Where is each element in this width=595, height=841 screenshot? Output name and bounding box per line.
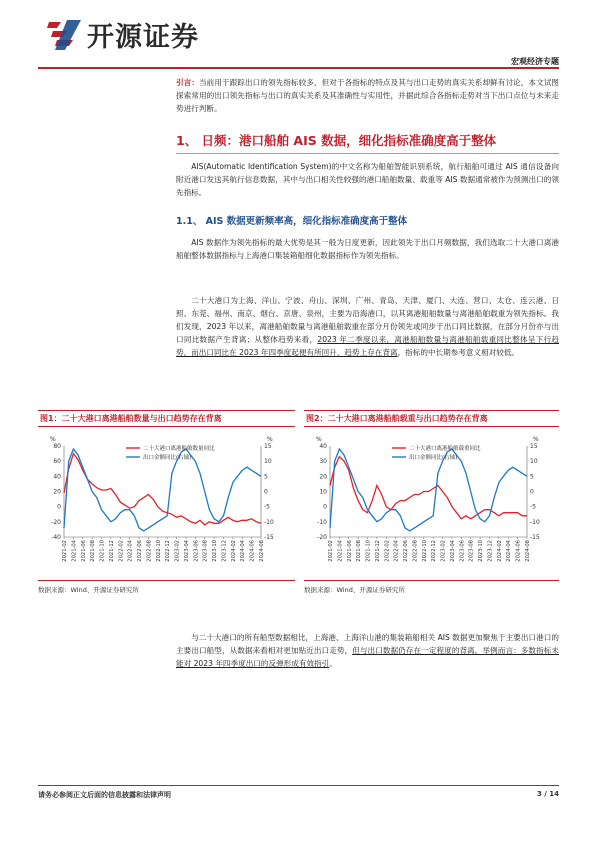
section-1-1-paragraph-3 — [176, 631, 559, 670]
brand-logo — [47, 15, 199, 54]
x-tick-label: 2021-06 — [346, 540, 353, 562]
figure-1-svg — [38, 432, 295, 577]
section-1-heading: 1、 日频：港口船舶 AIS 数据，细化指标准确度高于整体 — [176, 133, 497, 148]
x-tick-label: 2022-02 — [118, 540, 125, 562]
right-tick-label: -10 — [264, 518, 274, 526]
intro-label: 引言 — [176, 78, 192, 87]
intro-colon: ： — [191, 78, 199, 87]
p2-text-underlined: 2023 年二季度以来，离港船舶数量与离港船舶载重同比整体呈下行趋势，而出口同比在 2023 年四季度起便有所回升，趋势上存在背离 — [176, 335, 559, 357]
legend-label-2: 出口金额同比(右轴) — [409, 455, 458, 461]
x-tick-label: 2023-04 — [183, 540, 190, 562]
left-tick-label: -20 — [51, 518, 61, 526]
p3-text-c: 。 — [329, 659, 337, 668]
right-tick-label: 5 — [264, 473, 268, 481]
x-tick-label: 2022-04 — [127, 540, 134, 562]
left-axis-unit: % — [50, 436, 56, 443]
section-1-rule — [176, 153, 559, 154]
x-tick-label: 2022-10 — [421, 540, 428, 562]
brand-mark-icon — [47, 18, 83, 52]
section-1-1-paragraph-2 — [176, 294, 559, 359]
section-1-paragraph: AIS(Automatic Identification System)的中文名称为船舶智能识别系统，航行船舶可通过 AIS 通信设备向附近港口发送其航行信息数据，其中与出口相关性较强的港口船舶数量、载重等 AIS 数据通常被作为预测出口的领先指标。 — [176, 162, 559, 197]
x-tick-label: 2023-06 — [193, 540, 200, 562]
x-tick-label: 2021-10 — [365, 540, 372, 562]
x-tick-label: 2023-06 — [459, 540, 466, 562]
series-line-2 — [330, 449, 527, 531]
x-tick-label: 2022-06 — [137, 540, 144, 562]
right-tick-label: -5 — [264, 503, 270, 511]
x-tick-label: 2024-04 — [240, 540, 247, 562]
x-tick-label: 2021-10 — [99, 540, 106, 562]
left-tick-label: 0 — [323, 503, 327, 511]
x-tick-label: 2021-04 — [71, 540, 78, 562]
x-tick-label: 2023-12 — [221, 540, 228, 562]
x-tick-label: 2021-08 — [356, 540, 363, 562]
x-tick-label: 2021-02 — [328, 540, 334, 562]
left-tick-label: -20 — [317, 534, 327, 541]
left-axis-unit: % — [316, 436, 322, 443]
x-tick-label: 2022-04 — [393, 540, 400, 562]
figure-2-svg — [304, 432, 561, 577]
left-tick-label: 0 — [57, 503, 61, 511]
x-tick-label: 2023-10 — [478, 540, 485, 562]
right-axis-unit: % — [267, 436, 273, 443]
left-tick-label: 30 — [319, 458, 327, 466]
figure-2-bottom-rule — [304, 580, 559, 581]
x-tick-label: 2021-04 — [337, 540, 344, 562]
right-tick-label: 0 — [530, 488, 534, 496]
x-tick-label: 2024-06 — [249, 540, 256, 562]
figure-2-title: 图2：二十大港口离港船舶载重与出口趋势存在背离 — [304, 410, 559, 427]
p3-text-underlined: 但与出口数据仍存在一定程度的背离。举例而言：多数指标未能对 2023 年四季度出口的反弹形成有效指引 — [176, 646, 560, 668]
x-tick-label: 2024-02 — [230, 540, 237, 562]
x-tick-label: 2024-06 — [515, 540, 522, 562]
left-tick-label: 20 — [53, 488, 61, 496]
footer-disclaimer: 请务必参阅正文后面的信息披露和法律声明 — [38, 791, 171, 799]
x-tick-label: 2022-12 — [165, 540, 172, 562]
x-tick-label: 2023-10 — [212, 540, 219, 562]
footer-divider — [38, 785, 559, 786]
x-tick-label: 2024-04 — [506, 540, 513, 562]
figure-1-source: 数据来源：Wind、开源证券研究所 — [38, 586, 139, 594]
x-tick-label: 2021-06 — [80, 540, 87, 562]
right-tick-label: 15 — [530, 443, 538, 450]
x-tick-label: 2022-10 — [155, 540, 162, 562]
x-tick-label: 2022-06 — [403, 540, 410, 562]
section-1-1-paragraph-1: AIS 数据作为领先指标的最大优势是其一般为日度更新，因此领先于出口月频数据，我们选取二十大港口离港船舶整体数据指标与上海港口集装箱船细化数据指标作为领先指标。 — [176, 238, 559, 260]
right-tick-label: -15 — [264, 534, 274, 541]
figure-1-title: 图1：二十大港口离港船舶数量与出口趋势存在背离 — [38, 410, 295, 427]
right-tick-label: 5 — [530, 473, 534, 481]
right-tick-label: 10 — [264, 458, 272, 466]
x-tick-label: 2023-12 — [487, 540, 494, 562]
right-tick-label: 10 — [530, 458, 538, 466]
x-tick-label: 2022-08 — [146, 540, 153, 562]
left-tick-label: 80 — [53, 443, 61, 450]
left-tick-label: 40 — [319, 443, 327, 450]
p3-text-a: 与二十大港口的所有船型数据相比，上海港、上海洋山港的集装箱船相关 AIS 数据更加聚焦于主要出口港口的主要出口船型，从数据来看相对更加贴近出口走势， — [176, 633, 559, 655]
right-tick-label: -15 — [530, 534, 540, 541]
intro-paragraph — [176, 76, 559, 115]
x-tick-label: 2022-12 — [431, 540, 438, 562]
section-1-1-heading: 1.1、 AIS 数据更新频率高，细化指标准确度高于整体 — [176, 216, 408, 227]
x-tick-label: 2022-02 — [384, 540, 391, 562]
header-divider — [38, 67, 559, 69]
legend-label-1: 二十大港口离港船舶载重同比 — [409, 446, 481, 452]
right-tick-label: 0 — [264, 488, 268, 496]
right-axis-unit: % — [533, 436, 539, 443]
left-tick-label: 10 — [319, 488, 327, 496]
x-tick-label: 2023-02 — [440, 540, 447, 562]
left-tick-label: -10 — [317, 518, 327, 526]
x-tick-label: 2023-08 — [468, 540, 475, 562]
left-tick-label: 20 — [319, 473, 327, 481]
p2-text-a: 二十大港口为上海、洋山、宁波、舟山、深圳、广州、青岛、天津、厦门、大连、营口、太仓、连云港、日照、东莞、福州、南京、烟台、京唐、泉州，主要为沿海港口，以其离港船舶数量与离港船舶载重为领先指标。我们发现，2023 年以来，离港船舶数量与离港船舶载重在部分月份领先或同步于出口同比数据，在部分月份亦与出口同比数据产生背离；从整体趋势来看， — [176, 296, 559, 344]
p2-text-c: ，指标的中长期参考意义相对较低。 — [397, 348, 520, 357]
left-tick-label: -40 — [51, 534, 61, 541]
x-tick-label: 2024-02 — [496, 540, 503, 562]
x-tick-label: 2022-08 — [412, 540, 419, 562]
legend-label-2: 出口金额同比(右轴) — [143, 455, 192, 461]
page-number: 3 / 14 — [536, 790, 559, 798]
intro-text: 当前用于跟踪出口的领先指标较多，但对于各指标的特点及其与出口走势的真实关系却鲜有讨论，本文试图探索常用的出口领先指标与出口的真实关系及其准确性与实用性，并据此综合各指标走势对当下出口点位与未来走势进行判断。 — [176, 78, 560, 113]
figure-1-chart — [38, 432, 295, 577]
brand-name: 开源证券 — [87, 22, 199, 53]
x-tick-label: 2021-12 — [108, 540, 115, 562]
x-tick-label: 2021-12 — [374, 540, 381, 562]
x-tick-label: 2023-02 — [174, 540, 181, 562]
x-tick-label: 2021-02 — [62, 540, 68, 562]
figure-2-source: 数据来源：Wind、开源证券研究所 — [304, 586, 405, 594]
x-tick-label: 2023-08 — [202, 540, 209, 562]
figure-1-bottom-rule — [38, 580, 295, 581]
left-tick-label: 40 — [53, 473, 61, 481]
x-tick-label: 2024-08 — [259, 540, 265, 562]
right-tick-label: -10 — [530, 518, 540, 526]
x-tick-label: 2024-08 — [525, 540, 531, 562]
legend-label-1: 二十大港口离港船舶数量同比 — [143, 446, 215, 452]
report-type-tag: 宏观经济专题 — [511, 57, 559, 66]
left-tick-label: 60 — [53, 458, 61, 466]
x-tick-label: 2023-04 — [449, 540, 456, 562]
figure-2-chart — [304, 432, 561, 577]
right-tick-label: 15 — [264, 443, 272, 450]
x-tick-label: 2021-08 — [90, 540, 97, 562]
right-tick-label: -5 — [530, 503, 536, 511]
